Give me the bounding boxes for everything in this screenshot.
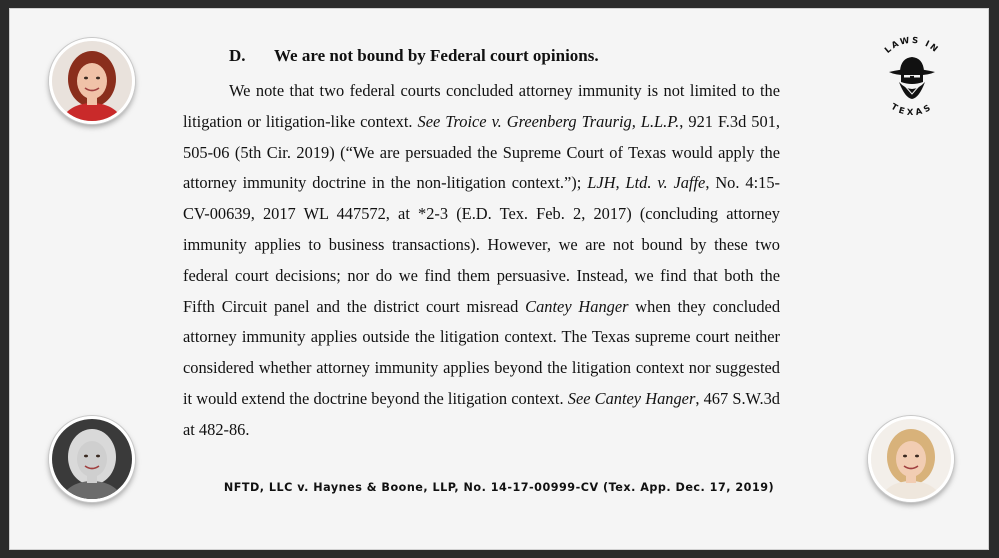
paragraph-text: when they concluded attorney immunity applies outside the litigation context. The Texas supreme court neither considered whether attorney immunity applies beyond the litigation context nor suggested it would extend the doctrine beyond the litigation context.	[183, 296, 781, 408]
section-heading	[229, 46, 780, 66]
portrait-photo	[52, 41, 132, 121]
avatar-top-left	[49, 38, 135, 124]
opinion-paragraph	[183, 76, 780, 446]
svg-text:LAWS IN	[883, 36, 941, 56]
paragraph-text: , 467 S.W.3d at 482-86.	[183, 388, 780, 439]
logo-top-text: LAWS IN	[883, 36, 941, 56]
case-citation: LJH, Ltd. v. Jaffe	[587, 173, 706, 193]
paragraph-text: We note that two federal courts concluded attorney immunity is not limited to the litigation or litigation-like context.	[183, 81, 780, 131]
section-title: We are not bound by Federal court opinions.	[274, 46, 599, 65]
case-citation-caption: NFTD, LLC v. Haynes & Boone, LLP, No. 14-17-00999-CV (Tex. App. Dec. 17, 2019)	[223, 481, 775, 494]
laws-in-texas-logo	[867, 36, 957, 116]
paragraph-text: , 921 F.3d 501, 505-06 (5th Cir. 2019) (“We are persuaded the Supreme Court of Texas would apply the attorney immunity doctrine in the non-litigation context.”);	[183, 111, 780, 193]
opinion-excerpt	[183, 46, 780, 446]
case-citation: See Cantey Hanger	[567, 388, 696, 408]
svg-text:TEXAS	[889, 102, 935, 116]
section-letter: D.	[229, 46, 246, 65]
paragraph-text: , No. 4:15-CV-00639, 2017 WL 447572, at *2-3 (E.D. Tex. Feb. 2, 2017) (concluding attorney immunity applies to business transactions). However, we are not bound by these two federal court decisions; nor do we find them persuasive. Instead, we find that both the Fifth Circuit panel and the district court misread	[183, 173, 780, 316]
case-citation: Cantey Hanger	[525, 296, 629, 316]
page-frame	[9, 8, 989, 550]
cowboy-outlaw-icon	[867, 36, 957, 116]
logo-bottom-text: TEXAS	[888, 101, 936, 116]
case-citation: See Troice v. Greenberg Traurig, L.L.P.	[417, 111, 680, 131]
